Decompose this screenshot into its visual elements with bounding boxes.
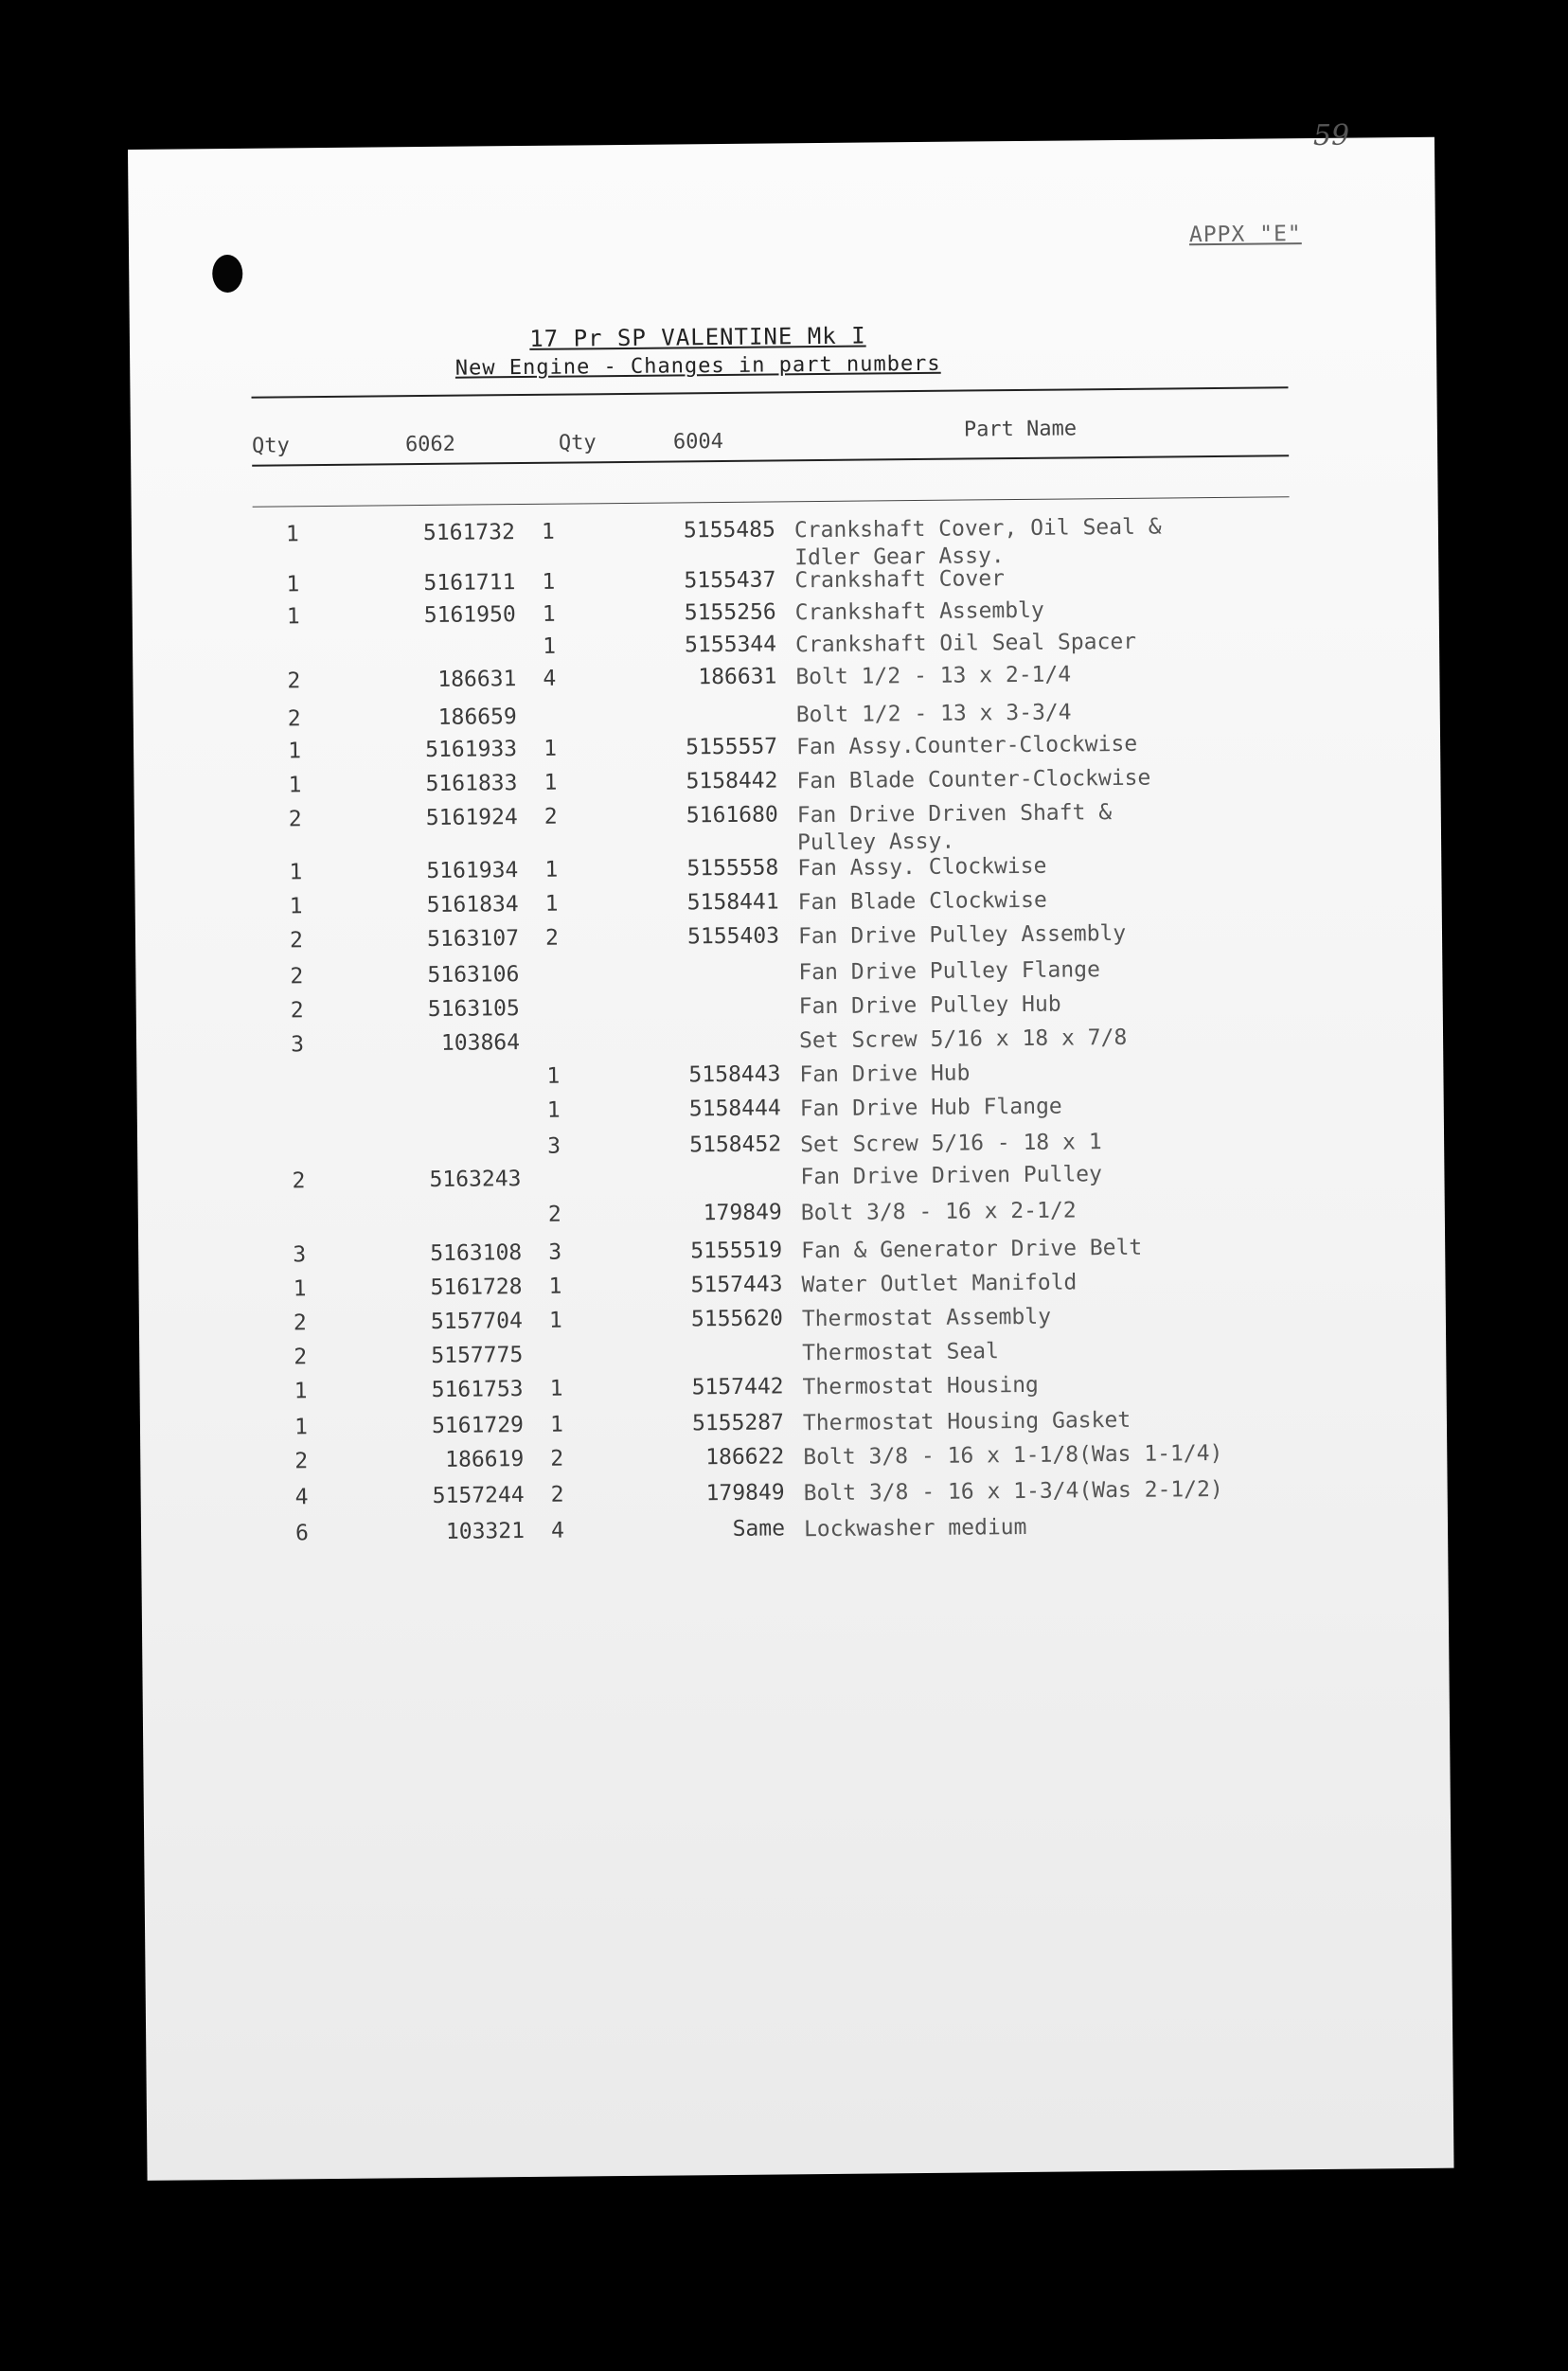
qty-6062: 1 [294, 1415, 309, 1440]
table-row [138, 1194, 1445, 1227]
qty-6004: 1 [542, 569, 556, 595]
part-number-6004: 5158444 [688, 1096, 781, 1122]
table-row [135, 954, 1442, 989]
qty-6062: 1 [294, 1379, 308, 1404]
table-row [134, 762, 1440, 798]
table-row [139, 1334, 1446, 1370]
header-qty-6062: Qty [251, 434, 290, 458]
header-6004: 6004 [672, 429, 724, 455]
qty-6004: 1 [549, 1376, 563, 1401]
part-name: Fan Drive Hub [799, 1061, 971, 1088]
qty-6062: 1 [285, 522, 299, 547]
qty-6004: 1 [542, 633, 557, 659]
part-name: Fan Blade Counter-Clockwise [796, 765, 1151, 794]
table-row [136, 1022, 1443, 1058]
part-number-6062: 5161933 [425, 737, 518, 763]
part-name: Thermostat Seal [802, 1339, 1000, 1366]
qty-6004: 2 [547, 1202, 561, 1227]
part-name: Fan Drive Pulley Assembly [797, 920, 1127, 950]
header-6062: 6062 [404, 432, 456, 457]
part-number-6062: 5163107 [426, 926, 520, 953]
qty-6062: 6 [294, 1521, 310, 1546]
part-number-6004 [641, 1340, 783, 1341]
part-name: Crankshaft Cover, Oil Seal & Idler Gear Assy. [793, 514, 1162, 571]
qty-6062: 1 [286, 572, 300, 597]
qty-6004: 1 [544, 891, 559, 917]
part-name: Fan Drive Hub Flange [799, 1094, 1062, 1122]
part-number-6062: 5161753 [431, 1377, 524, 1402]
table-row [140, 1404, 1447, 1440]
part-name: Bolt 3/8 - 16 x 1-3/4(Was 2-1/2) [803, 1476, 1223, 1506]
document-title: 17 Pr SP VALENTINE Mk I [529, 322, 866, 352]
part-number-6062: 5163243 [429, 1167, 522, 1192]
part-number-6062: 186619 [445, 1447, 525, 1472]
part-number-6062 [374, 634, 516, 635]
part-name: Bolt 1/2 - 13 x 3-3/4 [795, 700, 1072, 728]
qty-6004: 1 [543, 736, 558, 761]
table-row [134, 728, 1440, 764]
part-number-6004: 5161680 [686, 802, 778, 829]
part-name: Fan Drive Pulley Hub [798, 991, 1061, 1020]
part-number-6062: 5161729 [431, 1413, 525, 1438]
qty-6004: 1 [549, 1412, 563, 1437]
qty-6004: 1 [548, 1274, 562, 1299]
qty-6062: 2 [288, 807, 302, 832]
part-name: Fan Assy.Counter-Clockwise [795, 731, 1138, 760]
part-number-6062: 5161711 [423, 570, 516, 597]
table-row [133, 658, 1439, 694]
document-page [128, 118, 1454, 2181]
table-row [140, 1438, 1447, 1474]
part-number-6062: 186659 [437, 704, 517, 730]
table-row [135, 918, 1442, 954]
qty-6062: 2 [290, 998, 304, 1024]
part-name: Fan & Generator Drive Belt [801, 1235, 1143, 1264]
part-name: Thermostat Housing Gasket [802, 1407, 1131, 1436]
part-number-6062: 103864 [440, 1030, 521, 1056]
qty-6062: 2 [289, 928, 304, 954]
qty-6004: 1 [542, 601, 556, 627]
qty-6062: 3 [293, 1242, 307, 1268]
part-number-6004 [638, 993, 780, 994]
qty-6004: 4 [550, 1518, 565, 1543]
part-number-6004: 5155256 [684, 599, 776, 626]
part-number-6004: 5155557 [686, 734, 778, 760]
part-name: Set Screw 5/16 - 18 x 1 [799, 1130, 1102, 1158]
part-name: Fan Assy. Clockwise [797, 853, 1047, 882]
part-number-6062 [379, 1134, 521, 1135]
table-row [136, 988, 1443, 1024]
qty-6004: 3 [547, 1133, 561, 1159]
part-number-6004: 5155287 [691, 1410, 785, 1436]
table-row [136, 1056, 1443, 1089]
part-number-6004: 5157442 [691, 1374, 784, 1400]
part-number-6004: 5155437 [684, 567, 776, 594]
part-number-6004: 5158443 [688, 1061, 781, 1088]
qty-6004: 1 [541, 519, 555, 544]
table-row [138, 1232, 1445, 1268]
qty-6062: 2 [290, 964, 304, 989]
qty-6004: 4 [543, 666, 557, 691]
part-number-6004 [639, 1164, 781, 1165]
part-name: Thermostat Assembly [801, 1304, 1052, 1332]
part-number-6062: 5157704 [430, 1309, 524, 1334]
part-name: Lockwasher medium [803, 1514, 1027, 1542]
table-row [137, 1158, 1444, 1194]
table-row [133, 594, 1439, 630]
part-name: Thermostat Housing [802, 1372, 1039, 1400]
table-row [139, 1300, 1446, 1336]
part-number-6004: 5158452 [689, 1132, 782, 1158]
part-number-6004: 5157443 [690, 1272, 783, 1298]
qty-6062: 3 [291, 1032, 305, 1058]
table-row [134, 849, 1441, 885]
part-name: Crankshaft Oil Seal Spacer [794, 629, 1137, 658]
part-number-6062: 5161834 [426, 892, 519, 918]
part-number-6004 [638, 1027, 780, 1028]
table-row [134, 696, 1440, 732]
part-name: Crankshaft Cover [794, 566, 1006, 594]
page-number: 59 [1312, 118, 1350, 152]
part-number-6004: 179849 [705, 1480, 785, 1506]
header-part-name: Part Name [963, 417, 1078, 442]
part-number-6062: 5157244 [432, 1483, 525, 1508]
part-number-6004 [635, 702, 777, 703]
part-number-6004: Same [732, 1516, 786, 1542]
qty-6062: 1 [293, 1276, 307, 1302]
table-row [132, 562, 1438, 597]
qty-6004: 1 [544, 857, 559, 882]
part-name: Fan Drive Driven Shaft & Pulley Assy. [796, 800, 1113, 856]
part-number-6062: 5161732 [422, 520, 516, 546]
document-subtitle: New Engine - Changes in part numbers [454, 351, 941, 381]
table-row [141, 1474, 1448, 1510]
qty-6062: 1 [288, 739, 302, 764]
part-number-6004: 5155620 [690, 1306, 784, 1332]
part-number-6062: 5157775 [431, 1343, 524, 1368]
qty-6062: 2 [294, 1345, 308, 1370]
part-number-6062: 186631 [437, 667, 517, 692]
qty-6062: 2 [293, 1310, 307, 1336]
part-number-6004: 5155519 [690, 1238, 783, 1264]
appendix-reference: APPX "E" [1188, 222, 1302, 248]
table-row [137, 1126, 1444, 1159]
part-number-6004: 5155558 [686, 855, 779, 882]
part-number-6062: 5161950 [423, 602, 516, 629]
part-number-6062: 5161924 [425, 805, 518, 831]
parts-table [128, 137, 1454, 2181]
table-row [133, 626, 1439, 659]
part-number-6004: 179849 [703, 1200, 782, 1226]
part-name: Fan Drive Pulley Flange [798, 957, 1100, 986]
part-name: Crankshaft Assembly [794, 597, 1044, 626]
qty-6062: 2 [287, 669, 301, 694]
table-row [135, 883, 1442, 919]
qty-6004: 1 [543, 770, 558, 795]
part-name: Bolt 3/8 - 16 x 2-1/2 [800, 1198, 1077, 1226]
part-number-6062 [379, 1098, 521, 1099]
table-row [138, 1266, 1445, 1302]
part-number-6004: 5155485 [683, 517, 776, 544]
part-number-6062: 5161728 [430, 1275, 523, 1300]
part-name: Fan Drive Driven Pulley [800, 1162, 1103, 1190]
part-name: Bolt 1/2 - 13 x 2-1/4 [795, 662, 1072, 690]
qty-6062: 2 [294, 1449, 309, 1474]
qty-6004: 2 [550, 1446, 564, 1471]
table-row [132, 511, 1438, 571]
part-number-6004: 5158441 [686, 889, 779, 916]
table-row [137, 1090, 1444, 1123]
qty-6004: 3 [548, 1239, 562, 1265]
part-number-6004: 5155403 [686, 923, 780, 950]
part-number-6062: 5163106 [427, 962, 520, 989]
qty-6062: 1 [289, 860, 303, 885]
qty-6004: 1 [548, 1308, 562, 1333]
part-number-6004: 5158442 [686, 768, 778, 794]
qty-6004: 1 [546, 1097, 561, 1123]
part-name: Fan Blade Clockwise [797, 887, 1047, 916]
part-number-6062: 5163105 [427, 996, 520, 1023]
part-number-6062: 5161833 [425, 771, 518, 797]
header-qty-6004: Qty [558, 431, 597, 455]
qty-6062: 2 [287, 706, 301, 732]
table-row [134, 796, 1441, 856]
qty-6062: 1 [289, 894, 303, 919]
part-name: Water Outlet Manifold [801, 1270, 1078, 1298]
qty-6004: 2 [544, 925, 560, 951]
part-number-6062: 5161934 [426, 858, 519, 884]
qty-6062: 4 [294, 1485, 309, 1510]
part-number-6062: 103321 [445, 1519, 526, 1544]
table-row [141, 1510, 1448, 1546]
part-number-6004: 5155344 [684, 632, 777, 658]
qty-6004: 2 [543, 804, 558, 829]
qty-6004: 1 [546, 1063, 561, 1089]
part-name: Set Screw 5/16 x 18 x 7/8 [798, 1025, 1128, 1054]
table-row [139, 1368, 1446, 1404]
qty-6062: 2 [292, 1168, 306, 1194]
part-number-6004: 186631 [698, 664, 777, 690]
part-number-6062: 5163108 [430, 1240, 523, 1266]
part-name: Bolt 3/8 - 16 x 1-1/8(Was 1-1/4) [803, 1440, 1223, 1471]
qty-6004: 2 [550, 1482, 564, 1507]
part-number-6004: 186622 [705, 1444, 785, 1471]
part-number-6062 [378, 1064, 520, 1065]
qty-6062: 1 [288, 773, 302, 798]
part-number-6004 [637, 959, 779, 960]
qty-6062: 1 [286, 604, 300, 630]
